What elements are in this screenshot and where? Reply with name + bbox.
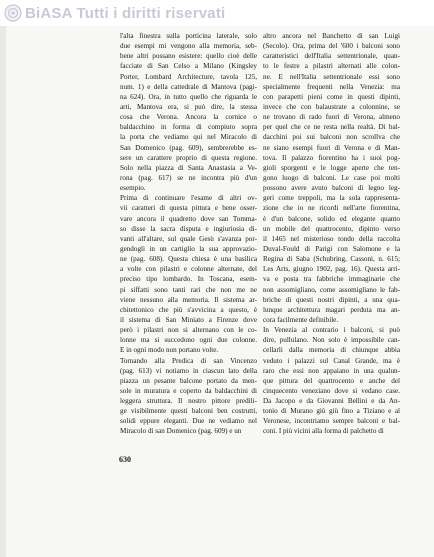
text-line: due esempi mi vengono alla memoria, seb-	[120, 42, 257, 51]
text-line: per quel che ce ne resta nella realtà. Di bal-	[263, 123, 400, 132]
text-line: Regina di Saba (Schubring, Cassoni, n. 615;	[263, 255, 400, 264]
text-line: baldacchino in forma di compiuto sopra	[120, 123, 257, 132]
text-line: a volte con pilastri e colonne alternate, del	[120, 265, 257, 274]
text-line: sere un carattere proprio di questa regione.	[120, 153, 257, 162]
text-line: na 624). Ora, in tutto quello che riguarda le	[120, 92, 257, 101]
text-line: Solo nella piazza di Santa Anastasia a Ve-	[120, 163, 257, 172]
text-line: non assomigliano, come assomigliano le fab-	[263, 285, 400, 294]
text-line: ne trovano di rado fuori di Verona, almeno	[263, 113, 400, 122]
text-line: zione che io ne ricordi nell'arte fiorentina,	[263, 204, 400, 213]
page-scan-edge	[0, 26, 6, 557]
text-line: bene altri possano esistere: quello cioè delle	[120, 52, 257, 61]
text-line: un mobile del quattrocento, dipinto verso	[263, 224, 400, 233]
text-line: la porta che vediamo qui nel Miracolo di	[120, 133, 257, 142]
text-line: briche di questi nostri dipinti, a una qua-	[263, 295, 400, 304]
text-line: Da Jacopo e da Giovanni Bellini e da An-	[263, 397, 400, 406]
text-line: ne siano esempi fuori di Verona e di Man-	[263, 143, 400, 152]
text-line: veduto i palazzi sul Canal Grande, ma è	[263, 356, 400, 365]
text-line: solidi eppure eleganti. Due ne vediamo nel	[120, 417, 257, 426]
text-line: to le festre a pilastri alternati alle colon-	[263, 62, 400, 71]
text-column-left	[120, 31, 257, 437]
text-line: dacchini poi sui balconi non scrollva che	[263, 133, 400, 142]
text-line: invece che con balaustrate a colonnine, se	[263, 102, 400, 111]
text-line: Veronese, incontriamo sempre balconi e bal-	[263, 417, 400, 426]
text-line: geri come treppoli, ma la sola rappresenta-	[263, 194, 400, 203]
text-line: In Venezia al contrario i balconi, si può	[263, 326, 400, 335]
text-line: que pittura del quattrocento e anche del	[263, 376, 400, 385]
text-line: l'alta finestra sulla porticina laterale, solo	[120, 32, 257, 40]
text-line: con parapetti pieni come in questi dipinti,	[263, 92, 400, 101]
text-line: vare ancora il quadretto dove san Tomma-	[120, 214, 257, 223]
text-line: Miracolo di san Domenico (pag. 609) e un	[120, 427, 242, 436]
text-line: viene nessuno alla memoria. Il sistema ar-	[120, 295, 257, 304]
text-line: tova. Il palazzo fiorentino ha i suoi pog-	[263, 153, 400, 162]
text-line: Prima di continuare l'esame di altri ov-	[120, 194, 257, 203]
text-line: arti, Mantova era, si può dire, la stessa	[120, 102, 257, 111]
text-line: tonio di Murano giù giù fino a Tiziano e al	[263, 407, 400, 416]
text-line: num. 1) e della cattedrale di Mantova (pagi-	[120, 82, 257, 91]
text-line: preciso tipo lombardo. In Toscana, esem-	[120, 275, 257, 284]
biasa-logo-icon	[4, 4, 22, 22]
text-line: chitettonico che più s'avvicina a questo, è	[120, 305, 257, 314]
text-line: va e posta tra fabbriche immaginarie che	[263, 275, 400, 284]
text-line: so disse la sacra disputa e ingiuriosia di-	[120, 224, 257, 233]
text-line: possono avere avuto balconi di legno leg-	[263, 184, 400, 193]
text-line: caratteristici dell'Italia settentrionale, quan-	[263, 52, 400, 61]
text-line: vii caratteri di questa pittura e bene osser-	[120, 204, 257, 213]
text-line: è d'un balcone, solido ed elegante quanto	[263, 214, 400, 223]
text-line: gendogli in un cartiglio la sua approvazio-	[120, 244, 257, 253]
text-line: E in ogni modo non portano volte.	[120, 346, 219, 355]
text-line: Tornando alla Predica di san Vincenzo	[120, 356, 257, 365]
text-line: gioli sporgenti e le logge aperte che ten-	[263, 163, 400, 172]
watermark-text: BiASA Tutti i diritti riservati	[25, 4, 226, 22]
text-line: ne (pag. 608). Questa chiesa è una basilica	[120, 255, 257, 264]
text-line: gono luogo di balconi. Le case poi molti	[263, 173, 400, 182]
text-line: (pag. 613) vi notiamo in ciascun lato della	[120, 366, 257, 375]
text-line: esempio.	[120, 184, 146, 193]
text-line: Duval-Fould di Parigi con Salomone e la	[263, 244, 400, 253]
text-line: cora facilmente definibile.	[263, 315, 339, 324]
text-line: il 1465 nel misterioso tondo della raccolta	[263, 234, 400, 243]
text-line: Porter, Lombard Architecture, tavola 125,	[120, 72, 257, 81]
text-line: rona (pag. 617) se ne incontra più d'un	[120, 173, 257, 182]
text-line: Les Arts, giugno 1902, pag. 16). Questa arri-	[263, 265, 400, 274]
text-line: cellarli dalla memoria di chiunque abbia	[263, 346, 400, 355]
text-line: altro ancora nel Banchetto di san Luigi	[263, 32, 400, 40]
text-line: vanti all'altare, sul quale Gesù s'avanza por-	[120, 234, 257, 243]
text-line: cosa che Verona. Ancora la cornice o	[120, 113, 257, 122]
watermark-banner	[0, 0, 434, 26]
text-line: sole in muratura e coperto da baldacchini di	[120, 386, 257, 395]
text-line: raro che essi non appaiano in una qualun-	[263, 366, 400, 375]
text-line: leggera struttura. Il nostro pittore predili-	[120, 397, 257, 406]
text-line: coni. I più vicini alla forma di palchetto di	[263, 427, 384, 436]
text-line: però i pilastri non si alternano con le co-	[120, 326, 257, 335]
text-line: ge visibilmente questi balconi ben costrutti,	[120, 407, 257, 416]
text-line: dire, pullulano. Non solo è impossibile can-	[263, 336, 400, 345]
text-line: pi siffatti sono tanti rari che non me ne	[120, 285, 257, 294]
text-line: lonne ma si succedono ogni due colonne.	[120, 336, 257, 345]
text-line: facciate di San Celso a Milano (Kingsley	[120, 62, 257, 71]
page-number: 630	[119, 455, 131, 464]
text-line: piazza un pesante balcone portato da men-	[120, 376, 257, 385]
text-line: San Domenico (pag. 609), sembrerebbe es-	[120, 143, 257, 152]
text-line: il sistema di San Miniato a Firenze dove	[120, 315, 257, 324]
text-line: cinquecento veneziano dove si vedano case.	[263, 386, 400, 395]
text-column-right	[263, 31, 400, 437]
text-line: (Secolo). Ora, prima del '600 i balconi sono	[263, 42, 400, 51]
text-line: specialmente frequenti nella Venezia: ma	[263, 82, 400, 91]
text-line: lunque architettura magari perduta ma an-	[263, 305, 400, 314]
text-line: ne. E nell'Italia settentrionale essi sono	[263, 72, 400, 81]
